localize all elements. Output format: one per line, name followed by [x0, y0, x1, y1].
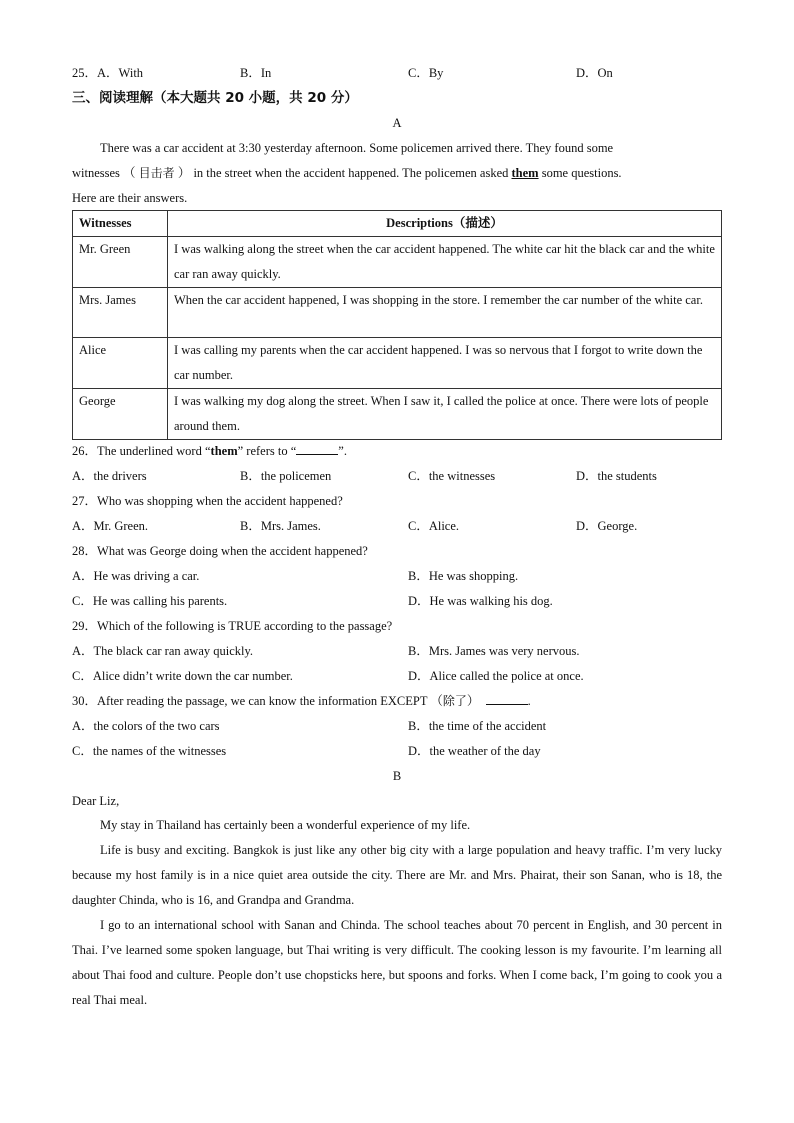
q27-option-d: D．George.: [576, 519, 638, 533]
passage-a-line2a: witnesses （: [72, 166, 136, 180]
q25-options: [72, 65, 732, 81]
q27-stem: 27．Who was shopping when the accident happened?: [72, 494, 343, 508]
q26-option-c: C．the witnesses: [408, 469, 496, 483]
q29-option-d: D．Alice called the police at once.: [408, 669, 584, 683]
q30-option-c: C．the names of the witnesses: [72, 744, 227, 758]
q26-stem: 26．The underlined word “them” refers to “ ”.: [72, 444, 347, 458]
witness-table: [72, 210, 722, 440]
q25-option-c: C．By: [408, 66, 444, 80]
section-title: 三、阅读理解（本大题共 20 小题，共 20 分）: [72, 90, 358, 106]
witness-description: I was walking my dog along the street. When I saw it, I called the police at once. There were lots of people around them.: [168, 389, 722, 440]
answer-blank: [486, 693, 528, 705]
passage-b-body: [72, 813, 722, 1013]
q27-option-b: B．Mrs. James.: [240, 519, 321, 533]
q30-option-d: D．the weather of the day: [408, 744, 541, 758]
passage-a-line2c: some questions.: [541, 166, 622, 180]
q28-options-row1: [72, 568, 732, 584]
table-row: [73, 237, 722, 288]
q29-options-row2: [72, 668, 732, 684]
q28-option-b: B．He was shopping.: [408, 569, 519, 583]
witness-description: When the car accident happened, I was shopping in the store. I remember the car number of the white car.: [168, 288, 722, 338]
passage-a-line2b: ） in the street when the accident happened. The policemen asked: [177, 166, 509, 180]
table-row: [73, 338, 722, 389]
passage-a-line1: There was a car accident at 3:30 yesterday afternoon. Some policemen arrived there. They found some: [100, 141, 614, 155]
passage-b-p3: I go to an international school with Sanan and Chinda. The school teaches about 70 percent in English, and 30 percent in Thai. I’ve learned some spoken language, but Thai writing is very difficult. The cooking lesson is my favourite. I’m learning all about Thai food and culture. People don’t use chopsticks here, but spoons and forks. When I come back, I’m going to cook you a real Thai meal.: [72, 918, 722, 1007]
q26-option-b: B．the policemen: [240, 469, 332, 483]
q30-options-row1: [72, 718, 732, 734]
q26-option-d: D．the students: [576, 469, 657, 483]
witness-description: I was walking along the street when the car accident happened. The white car hit the black car and the white car ran away quickly.: [168, 237, 722, 288]
q26-them: them: [210, 444, 238, 458]
q28-option-a: A．He was driving a car.: [72, 569, 200, 583]
passage-a-intro: [72, 136, 722, 211]
header-descriptions: Descriptions（描述）: [168, 211, 722, 237]
q27-options: [72, 518, 732, 534]
passage-b-label: B: [392, 769, 402, 783]
table-row: [73, 288, 722, 338]
passage-a-label: A: [392, 116, 402, 130]
gloss-except: 除了: [442, 694, 467, 708]
passage-b-p2: Life is busy and exciting. Bangkok is just like any other big city with a large population and heavy traffic. I’m very lucky because my host family is in a nice quiet area outside the city. There are Mr. and Mrs. Phairat, their son Sanan, who is 18, the daughter Chinda, who is 16, and Grandpa and Grandma.: [72, 843, 722, 907]
passage-b-p1: My stay in Thailand has certainly been a wonderful experience of my life.: [100, 818, 471, 832]
q29-option-a: A．The black car ran away quickly.: [72, 644, 254, 658]
underlined-them: them: [511, 166, 539, 180]
witness-description: I was calling my parents when the car accident happened. I was so nervous that I forgot to write down the car number.: [168, 338, 722, 389]
witness-name: Mrs. James: [73, 288, 168, 338]
q30-option-a: A．the colors of the two cars: [72, 719, 220, 733]
q28-options-row2: [72, 593, 732, 609]
q30-option-b: B．the time of the accident: [408, 719, 547, 733]
q27-option-a: A．Mr. Green.: [72, 519, 149, 533]
q25-option-d: D．On: [576, 66, 613, 80]
q28-option-d: D．He was walking his dog.: [408, 594, 553, 608]
q27-option-c: C．Alice.: [408, 519, 460, 533]
q26-options: [72, 468, 732, 484]
gloss-witness: 目击者: [138, 166, 175, 180]
q29-stem: 29．Which of the following is TRUE according to the passage?: [72, 619, 393, 633]
q25-option-a: 25．A．With: [72, 66, 144, 80]
witness-name: George: [73, 389, 168, 440]
letter-greeting: Dear Liz,: [72, 794, 120, 808]
q29-option-b: B．Mrs. James was very nervous.: [408, 644, 580, 658]
witness-name: Alice: [73, 338, 168, 389]
q25-option-b: B．In: [240, 66, 272, 80]
table-row: [73, 389, 722, 440]
q29-option-c: C．Alice didn’t write down the car number.: [72, 669, 293, 683]
q30-stem: 30．After reading the passage, we can know the information EXCEPT （除了） .: [72, 694, 531, 708]
q28-option-c: C．He was calling his parents.: [72, 594, 228, 608]
table-header-row: [73, 211, 722, 237]
q29-options-row1: [72, 643, 732, 659]
answer-blank: [296, 443, 338, 455]
header-witnesses: Witnesses: [73, 211, 168, 237]
witness-name: Mr. Green: [73, 237, 168, 288]
q26-option-a: A．the drivers: [72, 469, 147, 483]
passage-a-line3: Here are their answers.: [72, 191, 188, 205]
q30-options-row2: [72, 743, 732, 759]
q28-stem: 28．What was George doing when the accident happened?: [72, 544, 368, 558]
